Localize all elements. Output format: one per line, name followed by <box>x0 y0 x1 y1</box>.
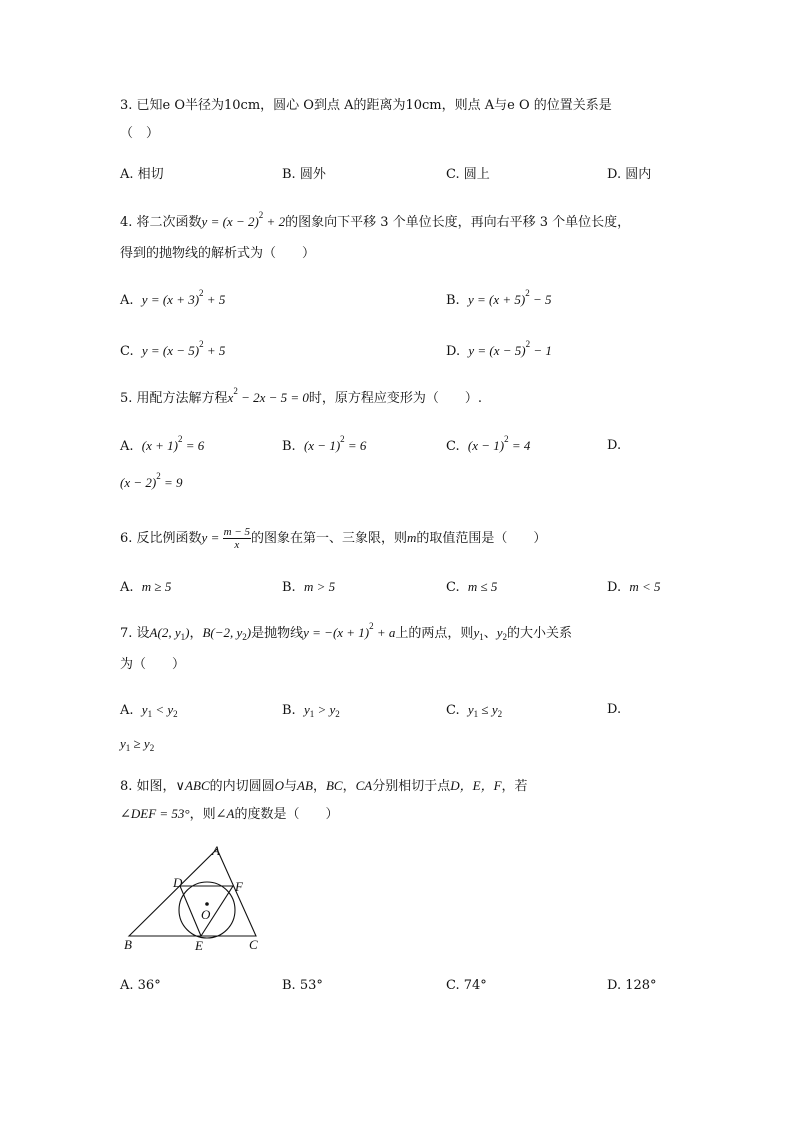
q4-d-label: D. <box>446 344 461 359</box>
q8-stem-e: ，若 <box>501 779 528 794</box>
q6-m: m <box>406 530 417 545</box>
q8-angle-end: 的度数是（ ） <box>234 807 339 822</box>
q6-c-expr: m ≤ 5 <box>467 579 498 594</box>
q5-eq-base: x <box>227 390 234 405</box>
q4-c-exp: 2 <box>199 339 204 349</box>
q3-stem-cont: （ ） <box>120 126 160 141</box>
q8-ab: AB <box>297 778 313 793</box>
q5-option-c <box>446 436 530 457</box>
q5-option-d-label: D. <box>607 438 622 453</box>
q5-stem-a: 5. 用配方法解方程 <box>120 391 228 406</box>
q7-option-b: B. $y_1 > y_2$ <box>282 702 340 719</box>
q5-a-tail: = 6 <box>182 438 205 453</box>
q8-stem-a: 8. 如图， <box>120 779 176 794</box>
q8-stem-c: 与 <box>284 779 298 794</box>
q8-angle-def: ∠DEF = 53° <box>120 806 190 821</box>
label-o: O <box>201 907 211 922</box>
label-e: E <box>195 938 203 953</box>
q8-stem-b: 的内切圆圆 <box>209 779 275 794</box>
q7-point-a-sub: 1 <box>180 632 186 642</box>
q4-stem <box>120 212 630 233</box>
q4-stem-cont: 得到的抛物线的解析式为（ ） <box>120 246 316 261</box>
q8-points: D，E，F <box>450 778 502 793</box>
q4-option-d <box>446 341 552 362</box>
q8-option-b: B. 53° <box>282 978 323 993</box>
q7-point-b-close: ) <box>246 625 252 640</box>
q4-eq-base: y = (x − 2) <box>201 214 259 229</box>
q8-bc: BC <box>325 778 343 793</box>
q7-point-b-sub: 2 <box>242 632 247 642</box>
q7-point-a-close: ) <box>185 625 190 640</box>
q4-option-c <box>120 341 225 362</box>
q5-stem-b: 时，原方程应变形为（ ）. <box>308 391 483 406</box>
q6-y: y = <box>201 530 223 545</box>
q8-triangle: ∨ABC <box>175 778 210 793</box>
q8-stem <box>120 776 528 797</box>
q7-y2: y <box>496 625 503 640</box>
q6-option-a <box>120 577 171 598</box>
q6-stem-a: 6. 反比例函数 <box>120 531 202 546</box>
q4-d-expr: y = (x − 5) <box>468 343 526 358</box>
q8-option-d: D. 128° <box>607 978 657 993</box>
q6-fraction <box>223 526 251 551</box>
q7-a-label: A. <box>120 703 134 718</box>
q5-b-expr: (x − 1) <box>303 438 341 453</box>
q6-c-label: C. <box>446 580 460 595</box>
q5-eq-tail: − 2x − 5 = 0 <box>237 390 309 405</box>
q8-option-a: A. 36° <box>120 978 161 993</box>
q4-c-expr: y = (x − 5) <box>141 343 200 358</box>
q4-eq-tail: + 2 <box>263 214 286 229</box>
q8-stem-cont <box>120 804 339 825</box>
q7-parab-tail: + a <box>373 625 396 640</box>
q6-stem-b: 的图象在第一、三象限，则 <box>250 531 407 546</box>
q4-b-exp: 2 <box>525 288 530 298</box>
q6-option-d <box>607 577 661 598</box>
q4-c-label: C. <box>120 344 134 359</box>
q3-option-c: C. 圆上 <box>446 167 490 182</box>
q5-option-a <box>120 436 204 457</box>
q4-stem-b: 的图象向下平移 3 个单位长度，再向右平移 3 个单位长度， <box>285 215 631 230</box>
label-f: F <box>235 879 243 894</box>
center-point <box>205 902 209 906</box>
q4-b-label: B. <box>446 293 460 308</box>
q7-option-d: $y_1 \ge y_2$ <box>120 736 155 753</box>
q5-a-exp: 2 <box>178 434 183 444</box>
q7-a-rel: < <box>155 702 165 717</box>
q4-d-exp: 2 <box>525 339 531 349</box>
q4-a-expr: y = (x + 3) <box>141 292 200 307</box>
q7-parab-exp: 2 <box>369 621 374 631</box>
q7-dun: 、 <box>483 626 497 641</box>
q7-sep: ， <box>189 626 203 641</box>
q7-point-a <box>150 625 190 640</box>
q8-angle-a: A <box>226 806 235 821</box>
q4-b-expr: y = (x + 5) <box>467 292 526 307</box>
q6-d-label: D. <box>607 580 622 595</box>
q6-option-b <box>282 577 335 598</box>
q5-d-exp: 2 <box>156 471 161 481</box>
q7-parabola <box>303 621 396 640</box>
q4-a-label: A. <box>120 293 134 308</box>
q7-stem-a: 7. 设 <box>120 626 150 641</box>
q8-figure <box>118 840 278 955</box>
q7-point-a-text: A(2, y <box>149 625 181 640</box>
label-d: D <box>173 875 183 890</box>
q5-d-tail: = 9 <box>160 475 183 490</box>
q4-stem-a: 4. 将二次函数 <box>120 215 202 230</box>
q8-o: O <box>274 778 285 793</box>
q5-d-expr: (x − 2) <box>120 475 157 490</box>
q7-option-c: C. $y_1 \le y_2$ <box>446 702 503 719</box>
q7-b-rel: > <box>317 702 327 717</box>
q6-b-label: B. <box>282 580 296 595</box>
q6-d-expr: m < 5 <box>629 579 661 594</box>
label-c: C <box>249 937 258 952</box>
q3-stem-text: 3. 已知e O半径为10cm，圆心 O到点 A的距离为10cm，则点 A与e O 的位置关系是 <box>120 98 612 113</box>
q6-option-c <box>446 577 497 598</box>
q6-frac-num: m − 5 <box>223 526 250 538</box>
q8-c2: ， <box>342 779 356 794</box>
q6-stem-c: 的取值范围是（ ） <box>416 531 547 546</box>
q5-stem <box>120 388 482 409</box>
q7-parab-text: y = −(x + 1) <box>303 625 370 640</box>
q4-a-tail: + 5 <box>203 292 226 307</box>
q7-y2-sub: 2 <box>502 632 508 642</box>
q5-a-expr: (x + 1) <box>141 438 178 453</box>
q7-stem-cont: 为（ ） <box>120 657 186 672</box>
q4-d-tail: − 1 <box>530 343 552 358</box>
q7-c-label: C. <box>446 703 460 718</box>
q8-option-c: C. 74° <box>446 978 487 993</box>
q3-stem <box>120 96 612 116</box>
q8-stem-d: 分别相切于点 <box>372 779 451 794</box>
q6-a-label: A. <box>120 580 134 595</box>
q5-equation <box>227 386 309 405</box>
q5-c-label: C. <box>446 439 460 454</box>
q8-c1: ， <box>312 779 326 794</box>
q7-option-a: A. $y_1 < y_2$ <box>120 702 178 719</box>
q7-d-rel: ≥ <box>133 736 141 751</box>
q5-b-label: B. <box>282 439 296 454</box>
q5-a-label: A. <box>120 439 134 454</box>
q7-c-rel: ≤ <box>481 702 489 717</box>
q5-option-b <box>282 436 366 457</box>
q5-b-exp: 2 <box>340 434 345 444</box>
q8-angle-tail: ，则∠ <box>189 807 227 822</box>
q7-stem-c: 上的两点，则 <box>395 626 474 641</box>
q4-a-exp: 2 <box>199 288 204 298</box>
q7-y1: y <box>473 625 480 640</box>
q5-c-expr: (x − 1) <box>467 438 505 453</box>
q7-y1-sub: 1 <box>479 632 484 642</box>
q7-stem-b: 是抛物线 <box>251 626 304 641</box>
q4-b-tail: − 5 <box>529 292 552 307</box>
q4-option-b <box>446 290 551 311</box>
q3-option-a: A. 相切 <box>120 167 164 182</box>
segment-de <box>180 886 201 936</box>
q7-stem-d: 的大小关系 <box>507 626 573 641</box>
q4-option-a <box>120 290 225 311</box>
q6-frac-den: x <box>234 539 240 551</box>
q4-equation <box>201 210 286 229</box>
q4-eq-exp: 2 <box>258 210 264 220</box>
q4-c-tail: + 5 <box>203 343 226 358</box>
q6-a-expr: m ≥ 5 <box>141 579 172 594</box>
q6-b-expr: m > 5 <box>303 579 336 594</box>
q7-point-b-text: B(−2, y <box>202 625 243 640</box>
q3-option-b: B. 圆外 <box>282 167 326 182</box>
q5-c-tail: = 4 <box>508 438 531 453</box>
q7-point-b <box>202 625 251 640</box>
q7-b-label: B. <box>282 703 296 718</box>
q5-c-exp: 2 <box>504 434 509 444</box>
q7-option-d-label: D. <box>607 702 622 717</box>
q8-ca: CA <box>355 778 373 793</box>
q5-option-d <box>120 473 182 494</box>
label-a: A <box>212 843 220 858</box>
q5-eq-exp: 2 <box>233 386 238 396</box>
q6-stem <box>120 526 546 551</box>
q5-b-tail: = 6 <box>344 438 367 453</box>
label-b: B <box>124 937 132 952</box>
q3-option-d: D. 圆内 <box>607 167 652 182</box>
q7-stem <box>120 623 572 644</box>
